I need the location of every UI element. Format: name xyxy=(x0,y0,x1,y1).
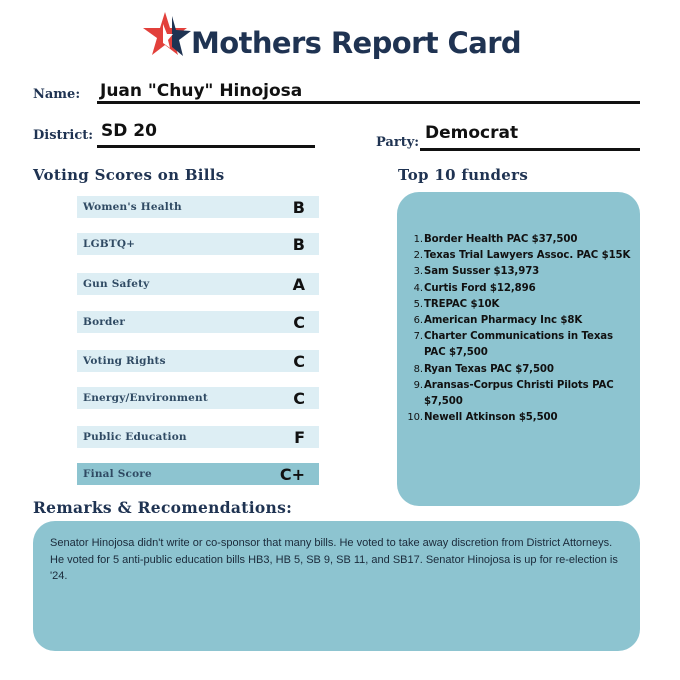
party-label: Party: xyxy=(376,135,420,150)
grade-row-border xyxy=(77,311,319,333)
top-funders-title: Top 10 funders xyxy=(398,166,529,184)
district-label: District: xyxy=(33,128,94,143)
page-title: Mothers Report Card xyxy=(191,26,522,60)
list-item: 3. Sam Susser $13,973 xyxy=(413,266,540,278)
list-item: 7. Charter Communications in Texas PAC $7,500 xyxy=(413,331,614,359)
grade-row-womens-health xyxy=(77,196,319,218)
list-item: 8. Ryan Texas PAC $7,500 xyxy=(413,363,554,375)
voting-scores-title: Voting Scores on Bills xyxy=(33,166,225,184)
name-label: Name: xyxy=(33,87,81,102)
grade-label: Women's Health xyxy=(83,201,182,213)
district-underline xyxy=(97,145,315,148)
grade-label: Final Score xyxy=(83,468,152,480)
list-item: 9. Aransas-Corpus Christi Pilots PAC $7,500 xyxy=(413,379,614,408)
grade-value: C xyxy=(293,352,305,371)
grade-row-gun-safety xyxy=(77,273,319,295)
grade-label: LGBTQ+ xyxy=(83,238,136,250)
list-item: 6. American Pharmacy Inc $8K xyxy=(413,315,583,327)
grade-label: Border xyxy=(83,316,126,328)
grade-row-energy-environment xyxy=(77,387,319,409)
grade-label: Voting Rights xyxy=(83,355,166,367)
grade-label: Gun Safety xyxy=(83,278,150,290)
list-item: 2. Texas Trial Lawyers Assoc. PAC $15K xyxy=(413,250,631,262)
grade-value: B xyxy=(292,235,305,254)
party-underline xyxy=(420,148,640,151)
grade-value: F xyxy=(294,428,305,447)
grade-row-public-education xyxy=(77,426,319,448)
list-item: 10. Newell Atkinson $5,500 xyxy=(407,412,558,424)
remarks-text: Senator Hinojosa didn't write or co-sponsor that many bills. He voted to take away discretion from District Attorneys. He voted for 5 anti-public education bills HB3, HB 5, SB 9, SB 11, and SB17. Senator Hinojosa is up for re-election is '24. xyxy=(50,537,618,582)
list-item: 1. Border Health PAC $37,500 xyxy=(413,234,578,245)
name-value: Juan "Chuy" Hinojosa xyxy=(100,81,303,101)
grade-label: Energy/Environment xyxy=(83,392,208,404)
list-item: 5. TREPAC $10K xyxy=(413,298,500,310)
grade-value: C xyxy=(293,313,305,332)
grade-value: C xyxy=(293,389,305,408)
list-item: 4. Curtis Ford $12,896 xyxy=(413,282,536,294)
grade-value: A xyxy=(292,275,305,294)
grade-value: B xyxy=(292,198,305,217)
name-underline xyxy=(97,101,640,104)
grade-row-lgbtq xyxy=(77,233,319,255)
star-logo-icon xyxy=(143,10,193,62)
party-value: Democrat xyxy=(425,123,519,143)
report-card-logo xyxy=(143,10,563,70)
grade-row-final-score xyxy=(77,463,319,485)
grade-label: Public Education xyxy=(83,431,187,443)
funders-list xyxy=(409,232,637,426)
district-value: SD 20 xyxy=(101,121,157,141)
grade-row-voting-rights xyxy=(77,350,319,372)
remarks-title: Remarks & Recomendations: xyxy=(33,498,293,517)
grade-value: C+ xyxy=(279,465,305,484)
funders-panel xyxy=(397,192,640,506)
remarks-panel xyxy=(33,521,640,651)
